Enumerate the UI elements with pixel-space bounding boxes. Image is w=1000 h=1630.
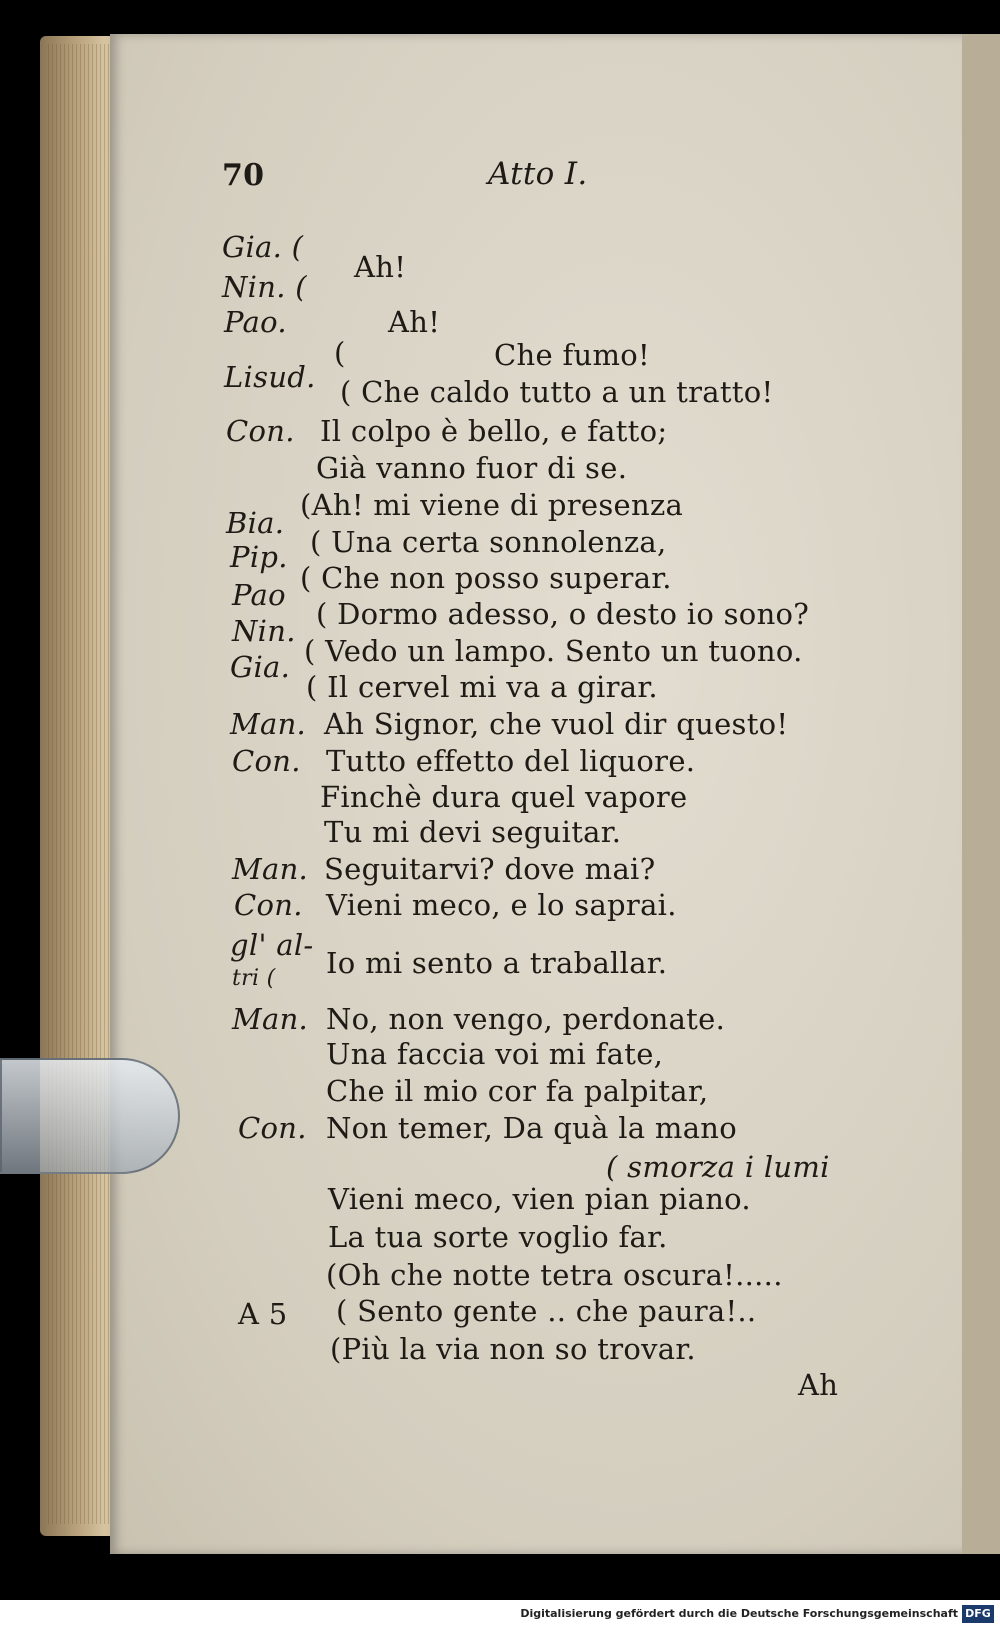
verse-line: ( Il cervel mi va a girar. <box>306 670 658 704</box>
verse-line: Ah! <box>388 305 441 339</box>
speaker: Pao <box>232 578 286 612</box>
verse-line: Già vanno fuor di se. <box>316 451 628 485</box>
verse-line: Vieni meco, e lo saprai. <box>326 888 677 922</box>
speaker: Pip. <box>230 540 288 574</box>
verse-line: Finchè dura quel vapore <box>320 780 688 814</box>
speaker: Man. <box>232 852 309 886</box>
speaker: Pao. <box>224 305 287 339</box>
verse-line: (Oh che notte tetra oscura!..... <box>326 1258 783 1292</box>
speaker: gl' al- <box>230 928 314 962</box>
verse-line: (Ah! mi viene di presenza <box>300 488 684 522</box>
verse-line: Ah Signor, che vuol dir questo! <box>324 707 789 741</box>
speaker: Man. <box>232 1002 309 1036</box>
verse-line: (Più la via non so trovar. <box>330 1332 696 1366</box>
page-number: 70 <box>222 158 265 193</box>
verse-line: ( Una certa sonnolenza, <box>310 525 667 559</box>
verse-line: ( Che non posso superar. <box>300 561 672 595</box>
verse-line: Tutto effetto del liquore. <box>326 744 696 778</box>
page-holder-clip <box>0 1058 180 1174</box>
running-title: Atto I. <box>488 156 588 192</box>
verse-line: ( Sento gente .. che paura!.. <box>336 1294 757 1328</box>
speaker: Gia. <box>230 650 291 684</box>
speaker: tri ( <box>232 966 276 991</box>
verse-line: Il colpo è bello, e fatto; <box>320 414 668 448</box>
verse-line: Che fumo! <box>494 338 650 372</box>
verse-line: ( Che caldo tutto a un tratto! <box>340 375 774 409</box>
speaker: Gia. ( <box>222 230 304 264</box>
speaker: Con. <box>234 888 303 922</box>
stage-direction: ( smorza i lumi <box>606 1150 830 1184</box>
speaker: Con. <box>226 414 295 448</box>
verse-line: Seguitarvi? dove mai? <box>324 852 656 886</box>
footer-credit: Digitalisierung gefördert durch die Deutsche Forschungsgemeinschaft <box>520 1607 958 1620</box>
footer-bar <box>0 1600 1000 1630</box>
verse-line: La tua sorte voglio far. <box>328 1220 668 1254</box>
speaker: Con. <box>238 1111 307 1145</box>
speaker: Nin. <box>232 614 296 648</box>
speaker: Bia. <box>226 506 285 540</box>
verse-line: Ah! <box>354 250 407 284</box>
verse-line: Io mi sento a traballar. <box>326 946 668 980</box>
verse-line: Una faccia voi mi fate, <box>326 1037 664 1071</box>
speaker: Con. <box>232 744 301 778</box>
verse-line: Non temer, Da quà la mano <box>326 1111 738 1145</box>
speaker: Nin. ( <box>222 270 307 304</box>
dfg-logo: DFG <box>962 1605 994 1623</box>
speaker: A 5 <box>238 1297 288 1331</box>
verse-line: ( Dormo adesso, o desto io sono? <box>316 597 810 631</box>
verse-line: ( Vedo un lampo. Sento un tuono. <box>304 634 803 668</box>
next-page-edge <box>962 34 1000 1554</box>
verse-line: Tu mi devi seguitar. <box>324 815 622 849</box>
speaker: ( <box>334 336 346 370</box>
verse-line: Vieni meco, vien pian piano. <box>328 1182 751 1216</box>
speaker: Lisud. <box>224 360 316 394</box>
catchword: Ah <box>798 1368 839 1402</box>
verse-line: No, non vengo, perdonate. <box>326 1002 726 1036</box>
verse-line: Che il mio cor fa palpitar, <box>326 1074 709 1108</box>
speaker: Man. <box>230 707 307 741</box>
